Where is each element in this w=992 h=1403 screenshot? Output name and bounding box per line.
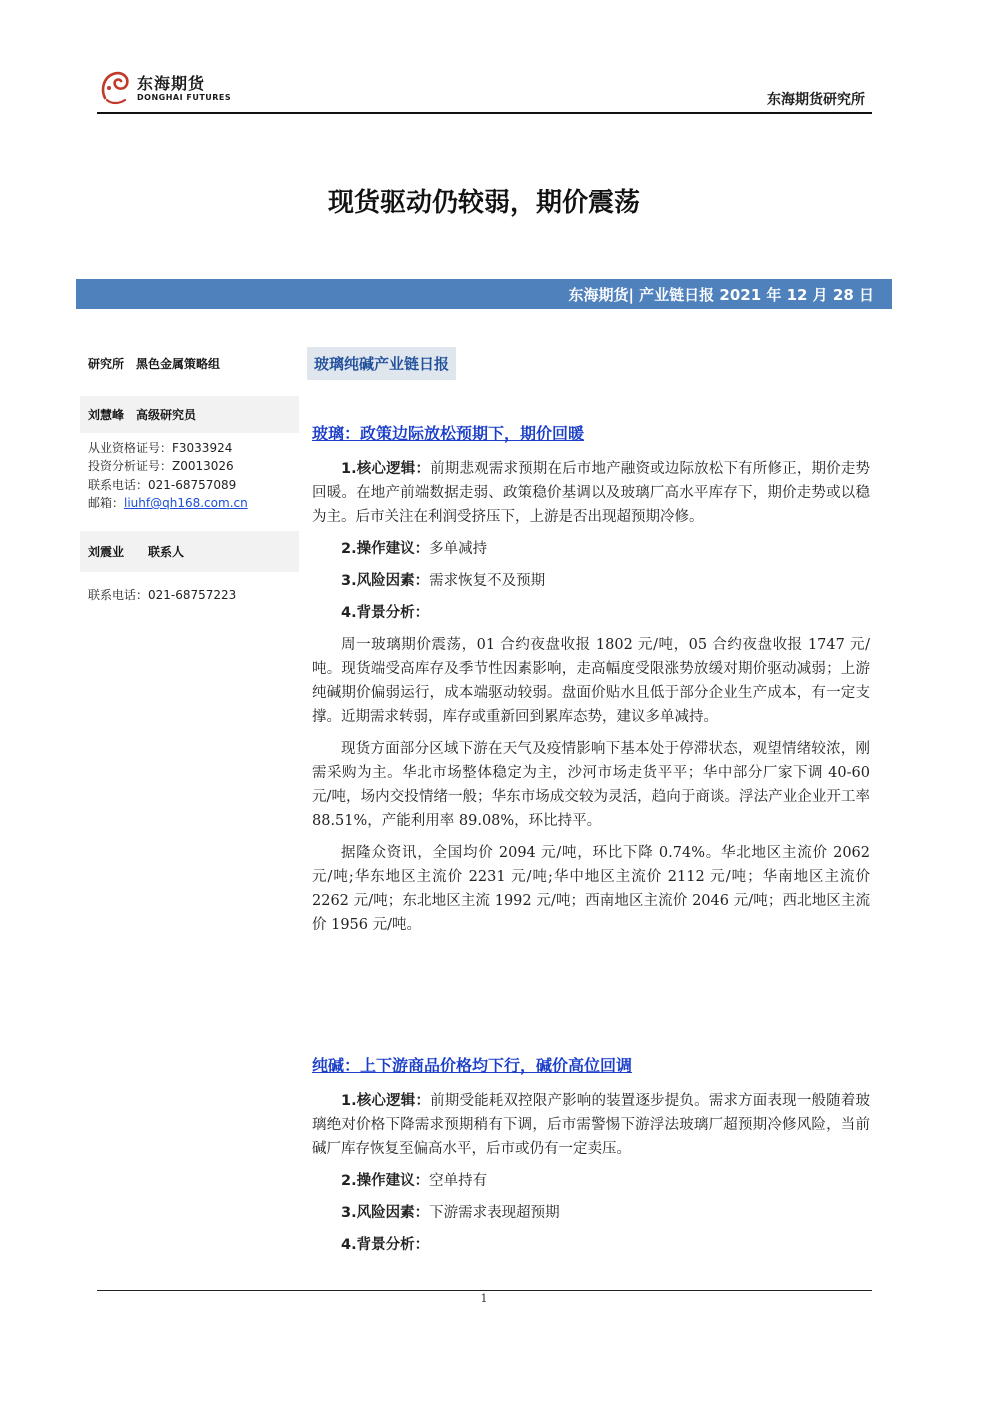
glass-background-3: 据隆众资讯，全国均价 2094 元/吨，环比下降 0.74%。华北地区主流价 2062 元/吨;华东地区主流价 2231 元/吨;华中地区主流价 2112 元/吨；华南地区主流价 2262 元/吨；东北地区主流 1992 元/吨；西南地区主流价 2046 元/吨；西北地区主流价 1956 元/吨。 (312, 845, 870, 933)
background-label: 4.背景分析： (341, 605, 430, 621)
research-group: 研究所 黑色金属策略组 (88, 357, 221, 371)
soda-background-label (312, 1233, 870, 1257)
core-logic-text: 前期受能耗双控限产影响的装置逐步提负。需求方面表现一般随着玻璃绝对价格下降需求预期稍有下调，后市需警惕下游浮法玻璃厂超预期冷修风险，当前碱厂库存恢复至偏高水平，后市或仍有一定卖压。 (312, 1093, 870, 1157)
contact-name-title: 刘震业 联系人 (80, 531, 299, 572)
report-banner (76, 279, 892, 309)
soda-risk (312, 1201, 870, 1225)
footer-divider (97, 1290, 872, 1291)
glass-heading[interactable]: 玻璃：政策边际放松预期下，期价回暖 (312, 424, 585, 443)
section-tag: 玻璃纯碱产业链日报 (307, 347, 456, 380)
analyst-name-title: 刘慧峰 高级研究员 (80, 396, 299, 433)
risk-text: 下游需求表现超预期 (429, 1205, 560, 1221)
glass-background-2: 现货方面部分区域下游在天气及疫情影响下基本处于停滞状态，观望情绪较浓，刚需采购为主。华北市场整体稳定为主，沙河市场走货平平；华中部分厂家下调 40-60 元/吨，场内交投情绪一般；华东市场成交较为灵活，趋向于商谈。浮法产业企业开工率 88.51%，产能利用率 89.08%，环比持平。 (312, 741, 870, 829)
glass-background-label (312, 601, 870, 625)
soda-advice (312, 1169, 870, 1193)
advice-text: 空单持有 (429, 1173, 488, 1189)
background-label: 4.背景分析： (341, 1237, 430, 1253)
contact-phone: 联系电话：021-68757223 (88, 587, 237, 602)
email-link[interactable]: liuhf@qh168.com.cn (124, 496, 248, 510)
advice-text: 多单减持 (429, 541, 488, 557)
advice-label: 2.操作建议： (341, 541, 430, 557)
analysis-cert: 投资分析证号：Z0013026 (88, 459, 234, 473)
logo-chinese-text: 东海期货 (137, 74, 206, 93)
glass-core-logic (312, 457, 870, 529)
glass-advice (312, 537, 870, 561)
analyst-email-row (80, 494, 299, 513)
banner-text: 东海期货| 产业链日报 2021 年 12 月 28 日 (568, 286, 874, 304)
institute-name: 东海期货研究所 (767, 92, 865, 108)
analyst-phone: 联系电话：021-68757089 (88, 477, 237, 492)
qualification-cert: 从业资格证号：F3033924 (88, 440, 233, 455)
soda-section (312, 1055, 870, 1265)
glass-background-1: 周一玻璃期价震荡，01 合约夜盘收报 1802 元/吨，05 合约夜盘收报 1747 元/吨。现货端受高库存及季节性因素影响，走高幅度受限涨势放缓对期价驱动减弱；上游纯碱期价偏弱运行，成本端驱动较弱。盘面价贴水且低于部分企业生产成本，有一定支撑。近期需求转弱，库存或重新回到累库态势，建议多单减持。 (312, 637, 870, 725)
page-number: 1 (480, 1292, 488, 1305)
company-logo (97, 68, 232, 108)
report-title: 现货驱动仍较弱，期价震荡 (327, 188, 640, 218)
email-label: 邮箱： (88, 496, 125, 510)
risk-label: 3.风险因素： (341, 573, 430, 589)
risk-label: 3.风险因素： (341, 1205, 430, 1221)
glass-risk (312, 569, 870, 593)
soda-heading[interactable]: 纯碱：上下游商品价格均下行，碱价高位回调 (312, 1056, 633, 1075)
core-logic-label: 1.核心逻辑： (341, 461, 431, 477)
core-logic-text: 前期悲观需求预期在后市地产融资或边际放松下有所修正，期价走势回暖。在地产前端数据走弱、政策稳价基调以及玻璃厂高水平库存下，期价走势或以稳为主。后市关注在利润受挤压下，上游是否出现超预期冷修。 (312, 461, 870, 525)
logo-english-text: DONGHAI FUTURES (137, 93, 232, 102)
soda-core-logic (312, 1089, 870, 1161)
header-divider (97, 112, 872, 114)
dragon-logo-icon (97, 68, 133, 106)
core-logic-label: 1.核心逻辑： (341, 1093, 431, 1109)
author-sidebar (80, 345, 299, 604)
glass-section (312, 423, 870, 945)
risk-text: 需求恢复不及预期 (429, 573, 546, 589)
advice-label: 2.操作建议： (341, 1173, 430, 1189)
